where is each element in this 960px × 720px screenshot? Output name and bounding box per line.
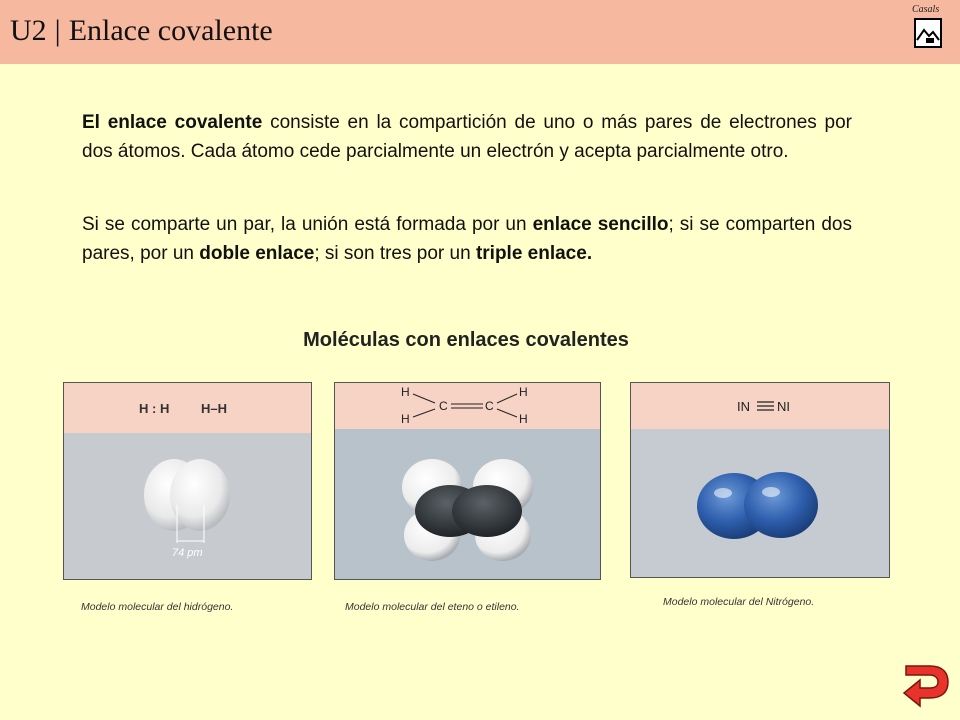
bond-triple: triple enlace. (475, 243, 593, 264)
bond-text-1: Si se comparte un par, la unión está formada por un (82, 214, 533, 235)
ethene-h-top-right: H (519, 385, 528, 399)
bond-types-paragraph (82, 210, 852, 268)
nitrogen-formula-right: NI (777, 399, 790, 414)
section-title: Moléculas con enlaces covalentes (303, 329, 629, 351)
nitrogen-model-image (630, 382, 890, 578)
bond-text-2: ; si se comparten dos pares, por un (82, 214, 853, 264)
hydrogen-line-formula: H–H (201, 401, 228, 416)
bond-single: enlace sencillo (532, 214, 669, 235)
bond-text-3: ; si son tres por un (314, 243, 476, 264)
nitrogen-formula-left: IN (737, 399, 750, 414)
hydrogen-bond-length: 74 pm (172, 547, 203, 559)
ethene-c-left: C (439, 399, 448, 413)
header-bar (0, 0, 960, 64)
hydrogen-model-image (63, 382, 312, 580)
bond-double: doble enlace (199, 243, 315, 264)
intro-text: consiste en la compartición de uno o más pares de electrones por dos átomos. Cada átomo cede parcialmente un electrón y acepta parcialmente otro. (82, 112, 852, 162)
ethene-model-image (334, 382, 601, 580)
ethene-caption: Modelo molecular del eteno o etileno. (345, 601, 520, 613)
ethene-c-right: C (485, 399, 494, 413)
title-text: Enlace covalente (68, 14, 273, 47)
return-arrow-icon[interactable] (900, 660, 952, 710)
logo-text: Casals (912, 4, 940, 15)
ethene-h-bottom-left: H (401, 412, 410, 426)
nitrogen-caption: Modelo molecular del Nitrógeno. (663, 596, 815, 608)
ethene-h-top-left: H (401, 385, 410, 399)
hydrogen-caption: Modelo molecular del hidrógeno. (81, 601, 234, 613)
intro-bold-lead: El enlace covalente (82, 112, 263, 133)
logo-icon (914, 18, 942, 48)
ethene-h-bottom-right: H (519, 412, 528, 426)
page-title (10, 14, 273, 48)
publisher-logo (908, 4, 950, 52)
title-separator: | (54, 14, 61, 47)
intro-paragraph (82, 108, 852, 166)
unit-label: U2 (10, 14, 47, 47)
hydrogen-lewis: H : H (139, 401, 170, 416)
